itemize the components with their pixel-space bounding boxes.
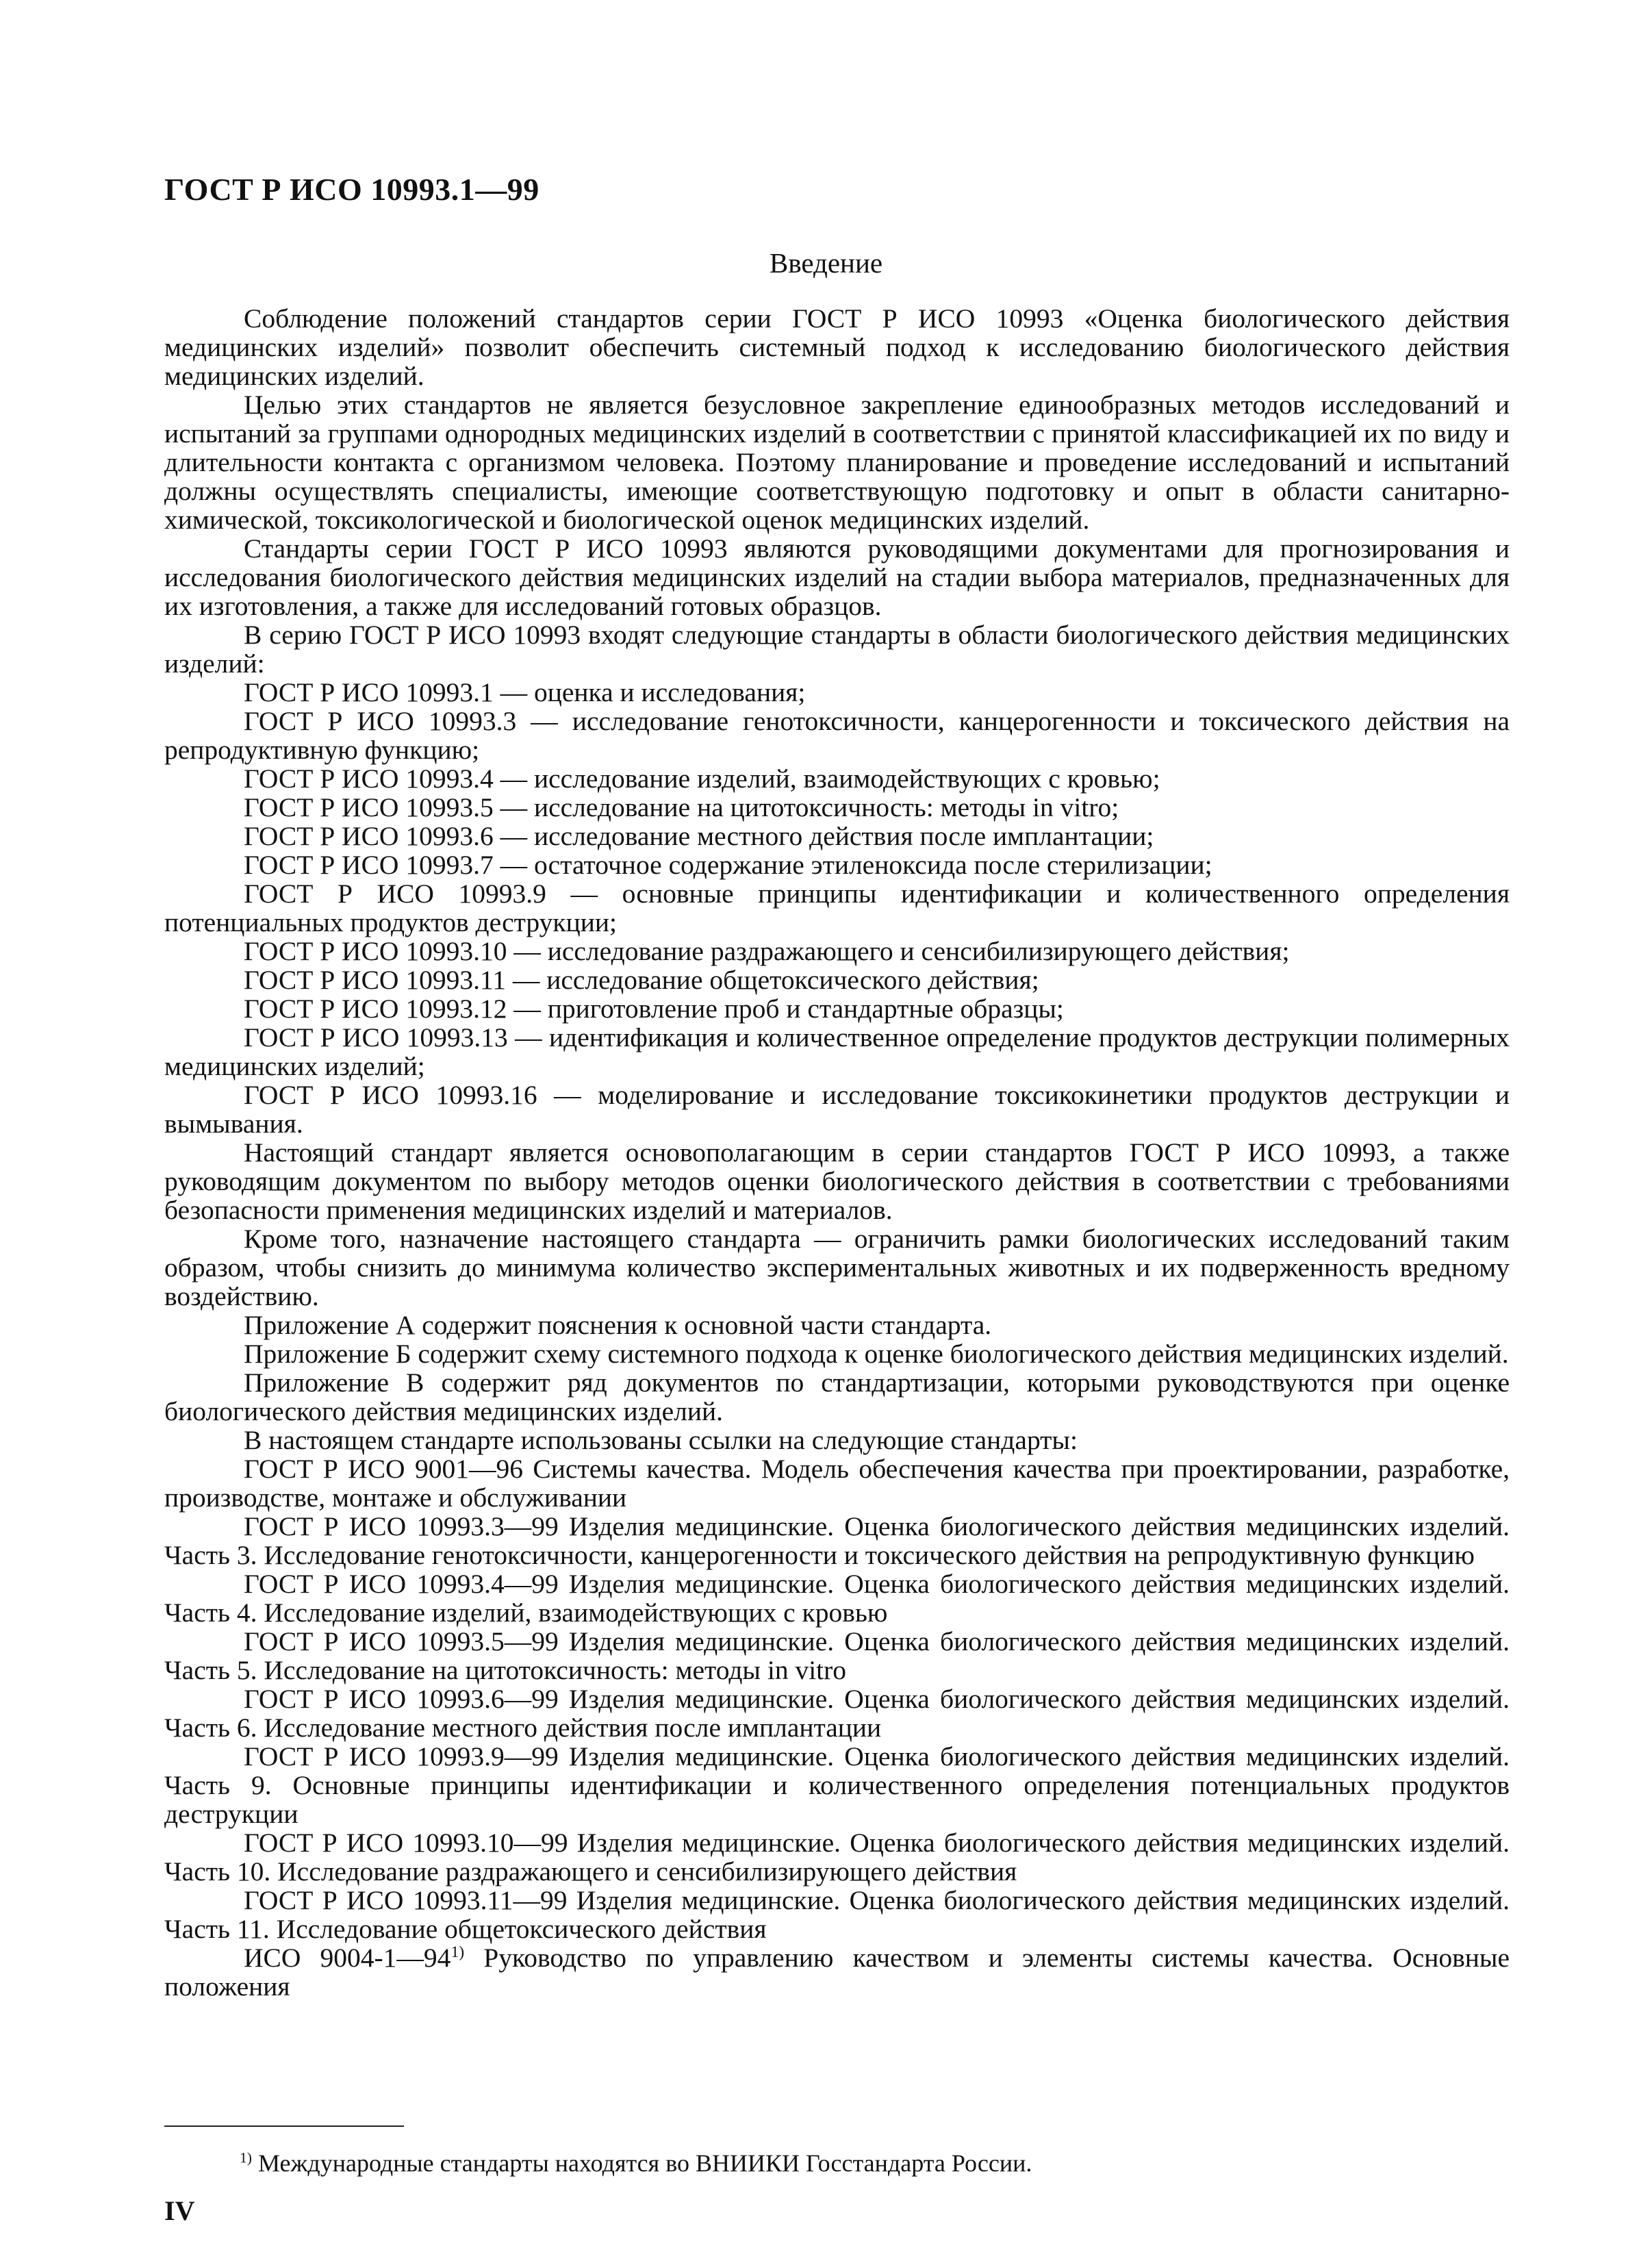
- footnote-marker: 1): [240, 2149, 252, 2166]
- footnote: [240, 2149, 1032, 2178]
- standards-list-item: ГОСТ Р ИСО 10993.7 — остаточное содержание этиленоксида после стерилизации;: [244, 850, 1212, 880]
- paragraph: Приложение В содержит ряд документов по стандартизации, которыми руководствуются при оценке биологического действия медицинских изделий.: [164, 1367, 1510, 1426]
- standards-list-item: ГОСТ Р ИСО 10993.3 — исследование генотоксичности, канцерогенности и токсического действия на репродуктивную функцию;: [164, 706, 1510, 765]
- reference-item: ГОСТ Р ИСО 10993.5—99 Изделия медицинские. Оценка биологического действия медицинских изделий. Часть 5. Исследование на цитотоксичность: методы in vitro: [164, 1626, 1510, 1685]
- reference-item: ГОСТ Р ИСО 10993.10—99 Изделия медицинские. Оценка биологического действия медицинских изделий. Часть 10. Исследование раздражающего и сенсибилизирующего действия: [164, 1828, 1510, 1887]
- paragraph: Стандарты серии ГОСТ Р ИСО 10993 являются руководящими документами для прогнозирования и исследования биологического действия медицинских изделий на стадии выбора материалов, предназначенных для их изготовления, а также для исследований готовых образцов.: [164, 533, 1510, 621]
- reference-item: ГОСТ Р ИСО 10993.4—99 Изделия медицинские. Оценка биологического действия медицинских изделий. Часть 4. Исследование изделий, взаимодействующих с кровью: [164, 1569, 1510, 1628]
- standards-list-item: ГОСТ Р ИСО 10993.13 — идентификация и количественное определение продуктов деструкции полимерных медицинских изделий;: [164, 1022, 1510, 1081]
- paragraph: Настоящий стандарт является основополагающим в серии стандартов ГОСТ Р ИСО 10993, а также руководящим документом по выбору методов оценки биологического действия в соответствии с требованиями безопасности применения медицинских изделий и материалов.: [164, 1137, 1510, 1225]
- section-title: Введение: [769, 247, 883, 279]
- reference-item: ГОСТ Р ИСО 9001—96 Системы качества. Модель обеспечения качества при проектировании, разработке, производстве, монтаже и обслуживании: [164, 1454, 1510, 1513]
- standards-list-item: ГОСТ Р ИСО 10993.16 — моделирование и исследование токсикокинетики продуктов деструкции и вымывания.: [164, 1080, 1510, 1139]
- footnote-divider: [164, 2125, 404, 2127]
- standards-list-item: ГОСТ Р ИСО 10993.1 — оценка и исследования;: [244, 677, 806, 707]
- paragraph: Соблюдение положений стандартов серии ГОСТ Р ИСО 10993 «Оценка биологического действия медицинских изделий» позволит обеспечить системный подход к исследованию биологического действия медицинских изделий.: [164, 303, 1510, 391]
- paragraph: Приложение А содержит пояснения к основной части стандарта.: [244, 1310, 992, 1340]
- document-id: ГОСТ Р ИСО 10993.1—99: [164, 172, 539, 207]
- paragraph: Кроме того, назначение настоящего стандарта — ограничить рамки биологических исследований таким образом, чтобы снизить до минимума количество экспериментальных животных и их подверженность вредному воздействию.: [164, 1224, 1510, 1311]
- reference-item: ГОСТ Р ИСО 10993.9—99 Изделия медицинские. Оценка биологического действия медицинских изделий. Часть 9. Основные принципы идентификации и количественного определения потенциальных продуктов деструкции: [164, 1741, 1510, 1829]
- paragraph: Целью этих стандартов не является безусловное закрепление единообразных методов исследований и испытаний за группами однородных медицинских изделий в соответствии с принятой классификацией их по виду и длительности контакта с организмом человека. Поэтому планирование и проведение исследований и испытаний должны осуществлять специалисты, имеющие соответствующую подготовку и опыт в области санитарно-химической, токсикологической и биологической оценок медицинских изделий.: [164, 390, 1510, 535]
- reference-code: ИСО 9004-1—94: [244, 1943, 451, 1973]
- page-number: IV: [164, 2195, 195, 2226]
- body-text: [164, 304, 1510, 2001]
- paragraph: В настоящем стандарте использованы ссылки на следующие стандарты:: [244, 1425, 1078, 1455]
- standards-list-item: ГОСТ Р ИСО 10993.11 — исследование общетоксического действия;: [244, 965, 1039, 995]
- standards-list-item: ГОСТ Р ИСО 10993.12 — приготовление проб и стандартные образцы;: [244, 994, 1064, 1024]
- reference-text: Руководство по управлению качеством и элементы системы качества. Основные положения: [164, 1943, 1510, 2002]
- reference-item: ГОСТ Р ИСО 10993.3—99 Изделия медицинские. Оценка биологического действия медицинских изделий. Часть 3. Исследование генотоксичности, канцерогенности и токсического действия на репродуктивную функцию: [164, 1511, 1510, 1570]
- standards-list-item: ГОСТ Р ИСО 10993.9 — основные принципы идентификации и количественного определения потенциальных продуктов деструкции;: [164, 879, 1510, 937]
- footnote-marker: 1): [450, 1943, 465, 1961]
- paragraph: В серию ГОСТ Р ИСО 10993 входят следующие стандарты в области биологического действия медицинских изделий:: [164, 620, 1510, 679]
- reference-item: ГОСТ Р ИСО 10993.11—99 Изделия медицинские. Оценка биологического действия медицинских изделий. Часть 11. Исследование общетоксического действия: [164, 1885, 1510, 1944]
- reference-item: [164, 1943, 1510, 2001]
- standards-list-item: ГОСТ Р ИСО 10993.10 — исследование раздражающего и сенсибилизирующего действия;: [244, 936, 1290, 966]
- standards-list-item: ГОСТ Р ИСО 10993.6 — исследование местного действия после имплантации;: [244, 821, 1154, 851]
- footnote-text: Международные стандарты находятся во ВНИИКИ Госстандарта России.: [252, 2149, 1032, 2177]
- reference-item: ГОСТ Р ИСО 10993.6—99 Изделия медицинские. Оценка биологического действия медицинских изделий. Часть 6. Исследование местного действия после имплантации: [164, 1684, 1510, 1743]
- standards-list-item: ГОСТ Р ИСО 10993.5 — исследование на цитотоксичность: методы in vitro;: [244, 792, 1119, 822]
- standards-list-item: ГОСТ Р ИСО 10993.4 — исследование изделий, взаимодействующих с кровью;: [244, 764, 1160, 794]
- paragraph: Приложение Б содержит схему системного подхода к оценке биологического действия медицинских изделий.: [244, 1339, 1509, 1369]
